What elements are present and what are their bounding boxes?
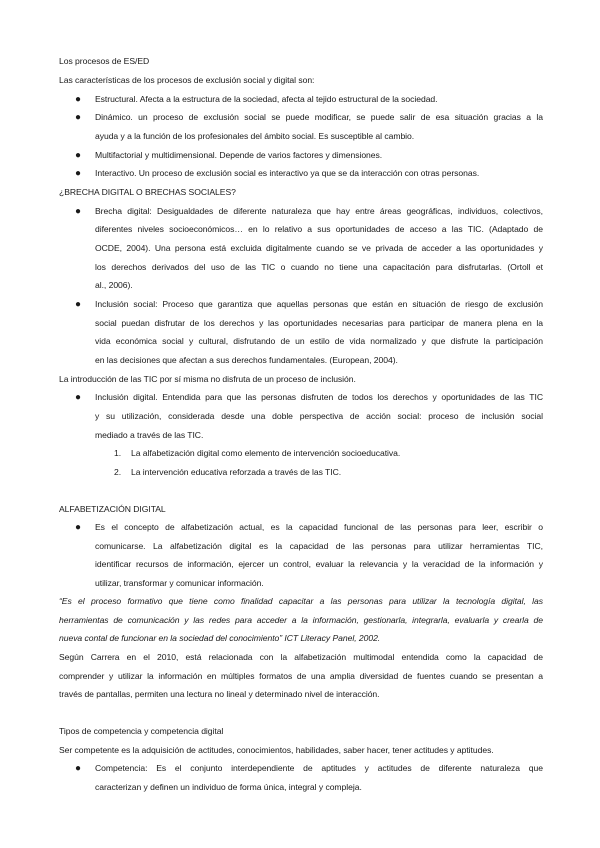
numbered-item-number: 2. [114, 467, 122, 477]
numbered-item-text: La alfabetización digital como elemento de intervención socioeducativa. [131, 448, 401, 458]
quote-line2: herramientas de comunicación y las redes para acceder a la información, gestionarla, integrarla, evaluarla y crearla de [59, 615, 543, 625]
brecha-digital-line5: al., 2006). [95, 280, 133, 290]
bullet-icon: ● [75, 392, 82, 403]
quote-line3: nueva contal de funcionar en la sociedad del conocimiento” ICT Literacy Panel, 2002. [59, 633, 381, 643]
brecha-digital-line2: diferentes niveles socioeconómicos… en lo relativo a sus oportunidades de acceso a las TIC. (Adaptado de [95, 224, 543, 234]
brecha-digital-line3: OCDE, 2004). Una persona está excluida digitalmente cuando se ve privada de acceder a las oportunidades y [95, 243, 543, 253]
brecha-digital-line1: Brecha digital: Desigualdades de diferente naturaleza que hay entre áreas geográficas, individuos, colectivos, [95, 206, 543, 216]
carrera-line3: través de pantallas, permiten una lectura no lineal y determinado nivel de interacción. [59, 689, 380, 699]
heading-alfabetizacion: ALFABETIZACIÓN DIGITAL [59, 504, 166, 514]
competencia-line1: Competencia: Es el conjunto interdependiente de aptitudes y actitudes de diferente naturaleza que [95, 763, 543, 773]
carrera-line2: comprender y utilizar la información en múltiples formatos de una amplia diversidad de fuentes cuando se presentan a [59, 671, 543, 681]
inclusion-digital-line1: Inclusión digital. Entendida para que las personas disfruten de todos los derechos y oportunidades de las TIC [95, 392, 543, 402]
bullet-icon: ● [75, 150, 82, 161]
alfabetizacion-line4: utilizar, transformar y comunicar información. [95, 578, 264, 588]
numbered-item-number: 1. [114, 448, 122, 458]
intro-caracteristicas: Las características de los procesos de exclusión social y digital son: [59, 75, 315, 85]
intro-tic: La introducción de las TIC por sí misma no disfruta de un proceso de inclusión. [59, 374, 356, 384]
inclusion-social-line4: en las decisiones que afectan a sus derechos fundamentales. (European, 2004). [95, 355, 398, 365]
alfabetizacion-line2: comunicarse. La alfabetización digital es la capacidad de las personas para utilizar herramientas TIC, [95, 541, 543, 551]
alfabetizacion-line1: Es el concepto de alfabetización actual, es la capacidad funcional de las personas para leer, escribir o [95, 522, 543, 532]
list-item-dinamico-line1: Dinámico. un proceso de exclusión social se puede modificar, se puede salir de esa situación gracias a la [95, 112, 543, 122]
bullet-icon: ● [75, 112, 82, 123]
brecha-digital-line4: los derechos derivados del uso de las TIC o cuando no tiene una capacitación para disfrutarlas. (Ortoll et [95, 262, 543, 272]
bullet-icon: ● [75, 206, 82, 217]
inclusion-digital-line3: mediado a través de las TIC. [95, 430, 204, 440]
heading-brecha: ¿BRECHA DIGITAL O BRECHAS SOCIALES? [59, 187, 236, 197]
ser-competente: Ser competente es la adquisición de actitudes, conocimientos, habilidades, saber hacer, tener actitudes y aptitudes. [59, 745, 494, 755]
carrera-line1: Según Carrera en el 2010, está relacionada con la alfabetización multimodal entendida como la capacidad de [59, 652, 543, 662]
list-item-multifactorial: Multifactorial y multidimensional. Depende de varios factores y dimensiones. [95, 150, 383, 160]
bullet-icon: ● [75, 168, 82, 179]
list-item-dinamico-line2: ayuda y a la función de los profesionales del ámbito social. Es susceptible al cambio. [95, 131, 415, 141]
inclusion-social-line2: social puedan disfrutar de los derechos y las oportunidades necesarias para participar de manera plena en la [95, 318, 543, 328]
list-item-interactivo: Interactivo. Un proceso de exclusión social es interactivo ya que se da interacción con otras personas. [95, 168, 480, 178]
competencia-line2: caracterizan y definen un individuo de forma única, integral y compleja. [95, 782, 362, 792]
inclusion-social-line3: vida económica social y cultural, disfrutando de un estilo de vida normalizado y que disfrute la participación [95, 336, 543, 346]
bullet-icon: ● [75, 763, 82, 774]
quote-line1: “Es el proceso formativo que tiene como finalidad capacitar a las personas para utilizar la tecnología digital, las [59, 596, 543, 606]
heading-tipos: Tipos de competencia y competencia digital [59, 726, 224, 736]
numbered-item-text: La intervención educativa reforzada a través de las TIC. [131, 467, 342, 477]
alfabetizacion-line3: identificar recursos de información, ejercer un control, evaluar la relevancia y la veracidad de la información y [95, 559, 543, 569]
bullet-icon: ● [75, 522, 82, 533]
inclusion-digital-line2: y su utilización, considerada desde una doble perspectiva de acción social: proceso de inclusión social [95, 411, 543, 421]
inclusion-social-line1: Inclusión social: Proceso que garantiza que aquellas personas que están en situación de riesgo de exclusión [95, 299, 543, 309]
heading-procesos: Los procesos de ES/ED [59, 56, 150, 66]
bullet-icon: ● [75, 94, 82, 105]
bullet-icon: ● [75, 299, 82, 310]
list-item-estructural: Estructural. Afecta a la estructura de la sociedad, afecta al tejido estructural de la sociedad. [95, 94, 438, 104]
